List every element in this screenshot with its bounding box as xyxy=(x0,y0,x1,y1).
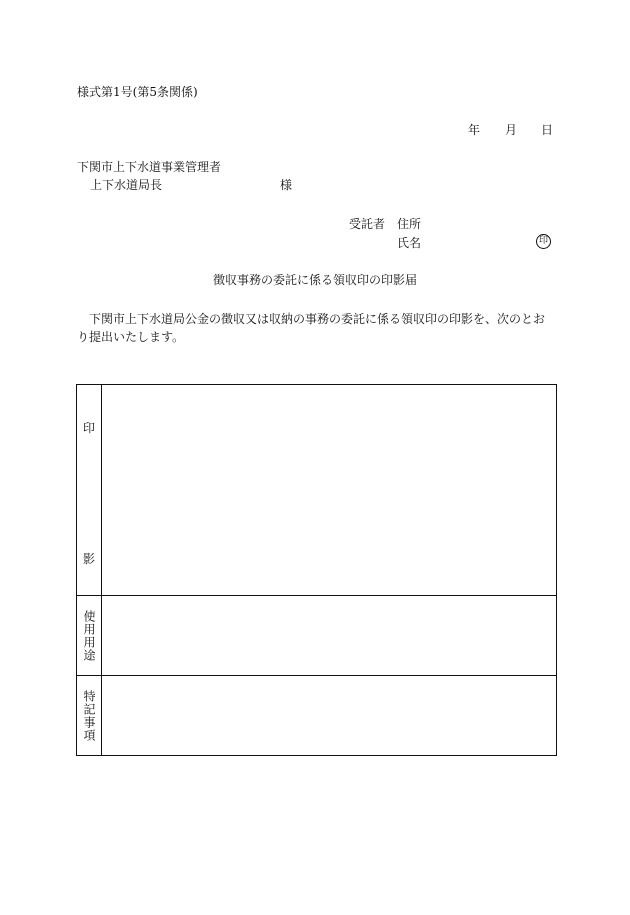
table-row-usage xyxy=(77,596,557,676)
seal-impression-label-bottom: 影 xyxy=(82,552,95,566)
notes-label: 特記事項 xyxy=(82,690,96,742)
document-body: 下関市上下水道局公金の徴収又は収納の事務の委託に係る領収印の印影を、次のとおり提出いたします。 xyxy=(77,312,546,344)
name-label: 氏名 xyxy=(397,236,422,250)
seal-impression-table xyxy=(76,384,557,756)
date-month-label: 月 xyxy=(505,123,518,137)
addressee-honorific: 様 xyxy=(280,178,293,192)
date-day-label: 日 xyxy=(541,123,554,137)
usage-label-cell xyxy=(77,596,102,676)
form-number: 様式第1号(第5条関係) xyxy=(77,85,198,99)
addressee-name: 上下水道局長 xyxy=(90,178,163,192)
seal-impression-label-cell xyxy=(77,385,102,596)
notes-label-cell xyxy=(77,676,102,756)
address-label: 住所 xyxy=(397,217,422,231)
table-row-seal-impression xyxy=(77,385,557,596)
seal-circle-icon: 印 xyxy=(536,234,551,249)
usage-label: 使用用途 xyxy=(82,610,96,662)
trustee-label: 受託者 xyxy=(349,217,386,231)
addressee-title: 下関市上下水道事業管理者 xyxy=(77,160,222,174)
table-row-notes xyxy=(77,676,557,756)
usage-field[interactable] xyxy=(102,596,557,676)
notes-field[interactable] xyxy=(102,676,557,756)
seal-impression-field[interactable] xyxy=(102,385,557,596)
document-title: 徴収事務の委託に係る領収印の印影届 xyxy=(212,273,417,287)
seal-impression-label-top: 印 xyxy=(82,421,95,435)
date-year-label: 年 xyxy=(468,123,481,137)
